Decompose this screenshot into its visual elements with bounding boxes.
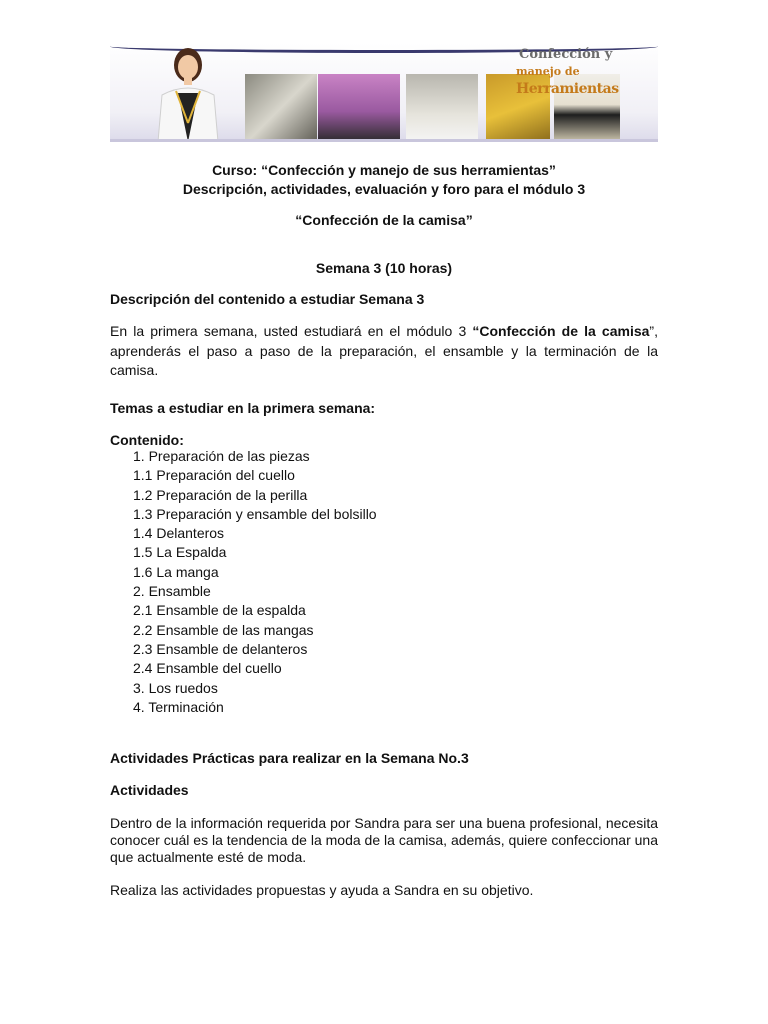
list-item: 1.6 La manga — [133, 563, 219, 580]
logo-line2-prefix: manejo de — [516, 65, 580, 78]
module-title: “Confección de la camisa” — [295, 212, 473, 228]
week-title: Semana 3 (10 horas) — [315, 260, 453, 276]
course-logo — [516, 47, 656, 98]
list-item: 2. Ensamble — [133, 583, 211, 600]
list-item: 2.2 Ensamble de las mangas — [133, 621, 314, 638]
list-item: 3. Los ruedos — [133, 679, 218, 696]
logo-line1: Confección y — [519, 47, 613, 62]
man-with-bag-photo — [318, 74, 400, 142]
woman-illustration — [148, 43, 228, 142]
list-item: 4. Terminación — [133, 698, 224, 715]
course-title: Curso: “Confección y manejo de sus herramientas” — [212, 162, 556, 178]
list-item: 2.3 Ensamble de delanteros — [133, 640, 308, 657]
activities-instruction: Realiza las actividades propuestas y ayuda a Sandra en su objetivo. — [110, 882, 534, 898]
activities-paragraph: Dentro de la información requerida por Sandra para ser una buena profesional, necesita conocer cuál es la tendencia de la moda de la camisa, además, quiere confeccionar una que actualmente esté de moda. — [110, 815, 658, 865]
list-item: 2.4 Ensamble del cuello — [133, 660, 282, 677]
course-banner — [110, 43, 658, 142]
list-item: 2.1 Ensamble de la espalda — [133, 602, 306, 619]
content-list — [133, 447, 377, 717]
list-item: 1.4 Delanteros — [133, 525, 225, 542]
list-item: 1. Preparación de las piezas — [133, 448, 310, 464]
list-item: 1.3 Preparación y ensamble del bolsillo — [133, 505, 377, 522]
banner-divider — [110, 139, 658, 142]
description-text-bold: “Confección de la camisa — [472, 323, 650, 339]
content-label: Contenido: — [110, 432, 184, 448]
topics-heading: Temas a estudiar en la primera semana: — [110, 400, 376, 416]
logo-line2-word: Herramientas — [516, 81, 619, 97]
list-item: 1.5 La Espalda — [133, 544, 227, 561]
list-item: 1.1 Preparación del cuello — [133, 467, 295, 484]
description-heading: Descripción del contenido a estudiar Semana 3 — [110, 291, 425, 307]
description-paragraph — [110, 322, 658, 381]
course-description-line: Descripción, actividades, evaluación y foro para el módulo 3 — [182, 181, 586, 197]
description-text-b: ”, aprenderás el paso a paso de la preparación, el ensamble y la terminación de la camisa. — [110, 323, 658, 378]
list-item: 1.2 Preparación de la perilla — [133, 486, 308, 503]
activities-subheading: Actividades — [110, 782, 189, 798]
description-text-a: En la primera semana, usted estudiará en el módulo 3 — [110, 323, 473, 339]
activities-heading: Actividades Prácticas para realizar en la Semana No.3 — [110, 750, 469, 766]
woman-with-cap-photo — [406, 74, 478, 142]
belt-buckle-photo — [245, 74, 317, 142]
